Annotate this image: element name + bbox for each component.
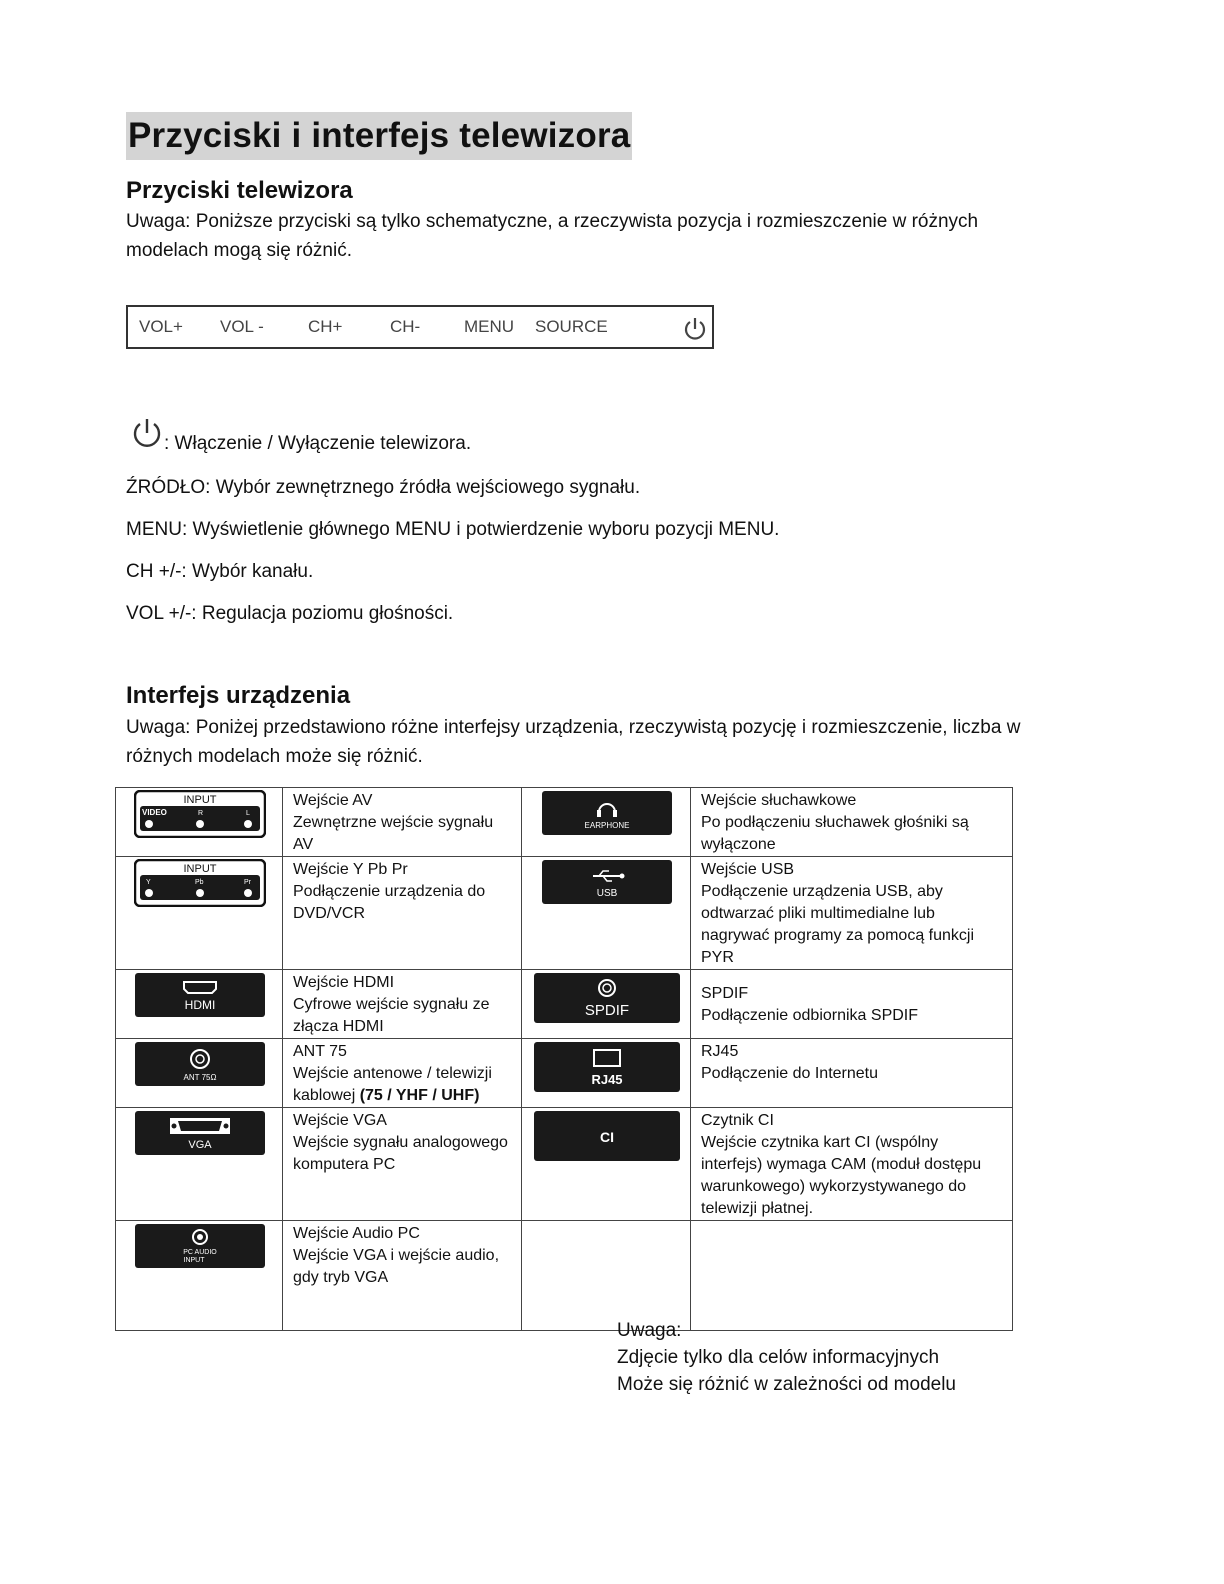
antenna-icon: [134, 1041, 266, 1087]
cell-line: Wejście Audio PC: [293, 1225, 420, 1242]
spdif-cell: [522, 970, 691, 1039]
cell-line: złącza HDMI: [293, 1018, 384, 1035]
av-input-icon: [134, 790, 266, 838]
icon-text: HDMI: [184, 998, 216, 1012]
hdmi-description-cell: [283, 970, 522, 1039]
cell-line: Podłączenie urządzenia do: [293, 883, 486, 900]
pc-audio-icon: [134, 1223, 266, 1269]
cell-line: Wejście Y Pb Pr: [293, 861, 408, 878]
power-icon: [682, 316, 708, 342]
rj45-description-cell: [691, 1039, 1013, 1108]
av-description-cell: [283, 788, 522, 857]
cell-line: PYR: [701, 949, 734, 966]
icon-text: VIDEO: [142, 808, 167, 817]
cell-line: SPDIF: [701, 985, 749, 1002]
cell-line: warunkowego) wykorzystywanego do: [701, 1178, 967, 1195]
icon-text: PC AUDIO: [183, 1249, 217, 1256]
icon-text: R: [198, 810, 204, 817]
usb-cell: [522, 857, 691, 970]
button-bar-diagram: [126, 305, 714, 349]
buttons-note: [126, 207, 1086, 265]
ci-description-cell: [691, 1108, 1013, 1221]
earphone-icon: [541, 790, 673, 836]
hdmi-cell: [116, 970, 283, 1039]
empty-cell: [691, 1221, 1013, 1331]
pc-audio-description-cell: [283, 1221, 522, 1331]
table-row: [116, 1108, 1013, 1221]
cell-line: Wejście sygnału analogowego: [293, 1134, 508, 1151]
vol-description: VOL +/-: Regulacja poziomu głośności.: [126, 603, 454, 624]
usb-description-cell: [691, 857, 1013, 970]
icon-text: INPUT: [183, 863, 217, 875]
cell-line: odtwarzać pliki multimedialne lub: [701, 905, 935, 922]
cell-line: wyłączone: [701, 836, 776, 853]
menu-label: MENU: [464, 317, 515, 336]
rj45-cell: [522, 1039, 691, 1108]
rj45-icon: [533, 1041, 681, 1093]
icon-text: SPDIF: [584, 1002, 630, 1019]
page-title: Przyciski i interfejs telewizora: [126, 112, 632, 160]
cell-line: Wejście VGA i wejście audio,: [293, 1247, 500, 1264]
ch-plus-label: CH+: [308, 317, 343, 336]
vga-description-cell: [283, 1108, 522, 1221]
ci-cell: [522, 1108, 691, 1221]
icon-text: INPUT: [183, 1257, 205, 1264]
cell-line: Czytnik CI: [701, 1112, 774, 1129]
vol-plus-label: VOL+: [139, 317, 183, 336]
footer-note-line: Może się różnić w zależności od modelu: [617, 1374, 956, 1395]
cell-line: Wejście VGA: [293, 1112, 387, 1129]
cell-text: kablowej: [293, 1087, 360, 1104]
empty-cell: [522, 1221, 691, 1331]
menu-description: MENU: Wyświetlenie głównego MENU i potwierdzenie wyboru pozycji MENU.: [126, 519, 780, 540]
power-description: : Włączenie / Wyłączenie telewizora.: [164, 433, 472, 454]
cell-line: Wejście USB: [701, 861, 795, 878]
spdif-icon: [533, 972, 681, 1024]
icon-text: Pb: [195, 879, 204, 886]
icon-text: Pr: [244, 879, 251, 886]
pc-audio-cell: [116, 1221, 283, 1331]
earphone-description-cell: [691, 788, 1013, 857]
interface-heading: Interfejs urządzenia: [126, 682, 351, 709]
footer-note-line: Zdjęcie tylko dla celów informacyjnych: [617, 1347, 940, 1368]
cell-line: gdy tryb VGA: [293, 1269, 389, 1286]
cell-line: telewizji płatnej.: [701, 1200, 814, 1217]
interface-note: [126, 713, 1086, 771]
icon-text: CI: [600, 1129, 614, 1145]
vol-minus-label: VOL -: [220, 317, 264, 336]
cell-line: interfejs) wymaga CAM (moduł dostępu: [701, 1156, 982, 1173]
table-row: [116, 788, 1013, 857]
icon-text: EARPHONE: [584, 821, 630, 830]
table-row: [116, 970, 1013, 1039]
hdmi-icon: [134, 972, 266, 1018]
cell-line: Wejście antenowe / telewizji: [293, 1065, 492, 1082]
cell-text-bold: (75 / YHF / UHF): [359, 1087, 480, 1104]
ant-cell: [116, 1039, 283, 1108]
icon-text: L: [246, 810, 250, 817]
cell-line: Wejście HDMI: [293, 974, 395, 991]
earphone-cell: [522, 788, 691, 857]
cell-line: [293, 1085, 513, 1107]
cell-line: Wejście czytnika kart CI (wspólny: [701, 1134, 939, 1151]
cell-line: Cyfrowe wejście sygnału ze: [293, 996, 490, 1013]
interface-note-line: Uwaga: Poniżej przedstawiono różne interfejsy urządzenia, rzeczywistą pozycję i rozmieszczenie, liczba w: [126, 717, 1021, 738]
buttons-heading: Przyciski telewizora: [126, 177, 353, 204]
cell-line: Wejście słuchawkowe: [701, 792, 857, 809]
table-row: [116, 857, 1013, 970]
cell-line: Podłączenie odbiornika SPDIF: [701, 1007, 919, 1024]
table-row: [116, 1039, 1013, 1108]
vga-icon: [134, 1110, 266, 1156]
buttons-note-line: modelach mogą się różnić.: [126, 240, 352, 261]
cell-line: RJ45: [701, 1043, 739, 1060]
av-input-cell: [116, 788, 283, 857]
usb-icon: [541, 859, 673, 905]
cell-line: AV: [293, 836, 314, 853]
icon-text: ANT 75Ω: [183, 1073, 217, 1082]
table-row: [116, 1221, 1013, 1331]
cell-line: Podłączenie urządzenia USB, aby: [701, 883, 943, 900]
interface-table: [115, 787, 1013, 1331]
ch-minus-label: CH-: [390, 317, 421, 336]
spdif-description-cell: [691, 970, 1013, 1039]
icon-text: VGA: [188, 1139, 212, 1151]
ant-description-cell: [283, 1039, 522, 1108]
cell-line: ANT 75: [293, 1043, 347, 1060]
cell-line: Podłączenie do Internetu: [701, 1065, 879, 1082]
interface-note-line: różnych modelach może się różnić.: [126, 746, 423, 767]
ypbpr-description-cell: [283, 857, 522, 970]
icon-text: INPUT: [183, 794, 217, 806]
source-description: ŹRÓDŁO: Wybór zewnętrznego źródła wejściowego sygnału.: [126, 477, 641, 498]
icon-text: Y: [146, 879, 151, 886]
cell-line: Po podłączeniu słuchawek głośniki są: [701, 814, 969, 831]
cell-line: DVD/VCR: [293, 905, 366, 922]
icon-text: RJ45: [591, 1072, 623, 1087]
ci-slot-icon: [533, 1110, 681, 1162]
vga-cell: [116, 1108, 283, 1221]
cell-line: komputera PC: [293, 1156, 396, 1173]
ch-description: CH +/-: Wybór kanału.: [126, 561, 314, 582]
ypbpr-cell: [116, 857, 283, 970]
power-icon: [130, 416, 164, 450]
cell-line: Zewnętrzne wejście sygnału: [293, 814, 494, 831]
source-label: SOURCE: [535, 317, 608, 336]
footer-note: [617, 1317, 956, 1398]
icon-text: USB: [596, 888, 618, 899]
cell-line: nagrywać programy za pomocą funkcji: [701, 927, 975, 944]
buttons-note-line: Uwaga: Poniższe przyciski są tylko schematyczne, a rzeczywista pozycja i rozmieszczenie w różnych: [126, 211, 979, 232]
footer-note-line: Uwaga:: [617, 1320, 682, 1341]
ypbpr-input-icon: [134, 859, 266, 907]
cell-line: Wejście AV: [293, 792, 373, 809]
